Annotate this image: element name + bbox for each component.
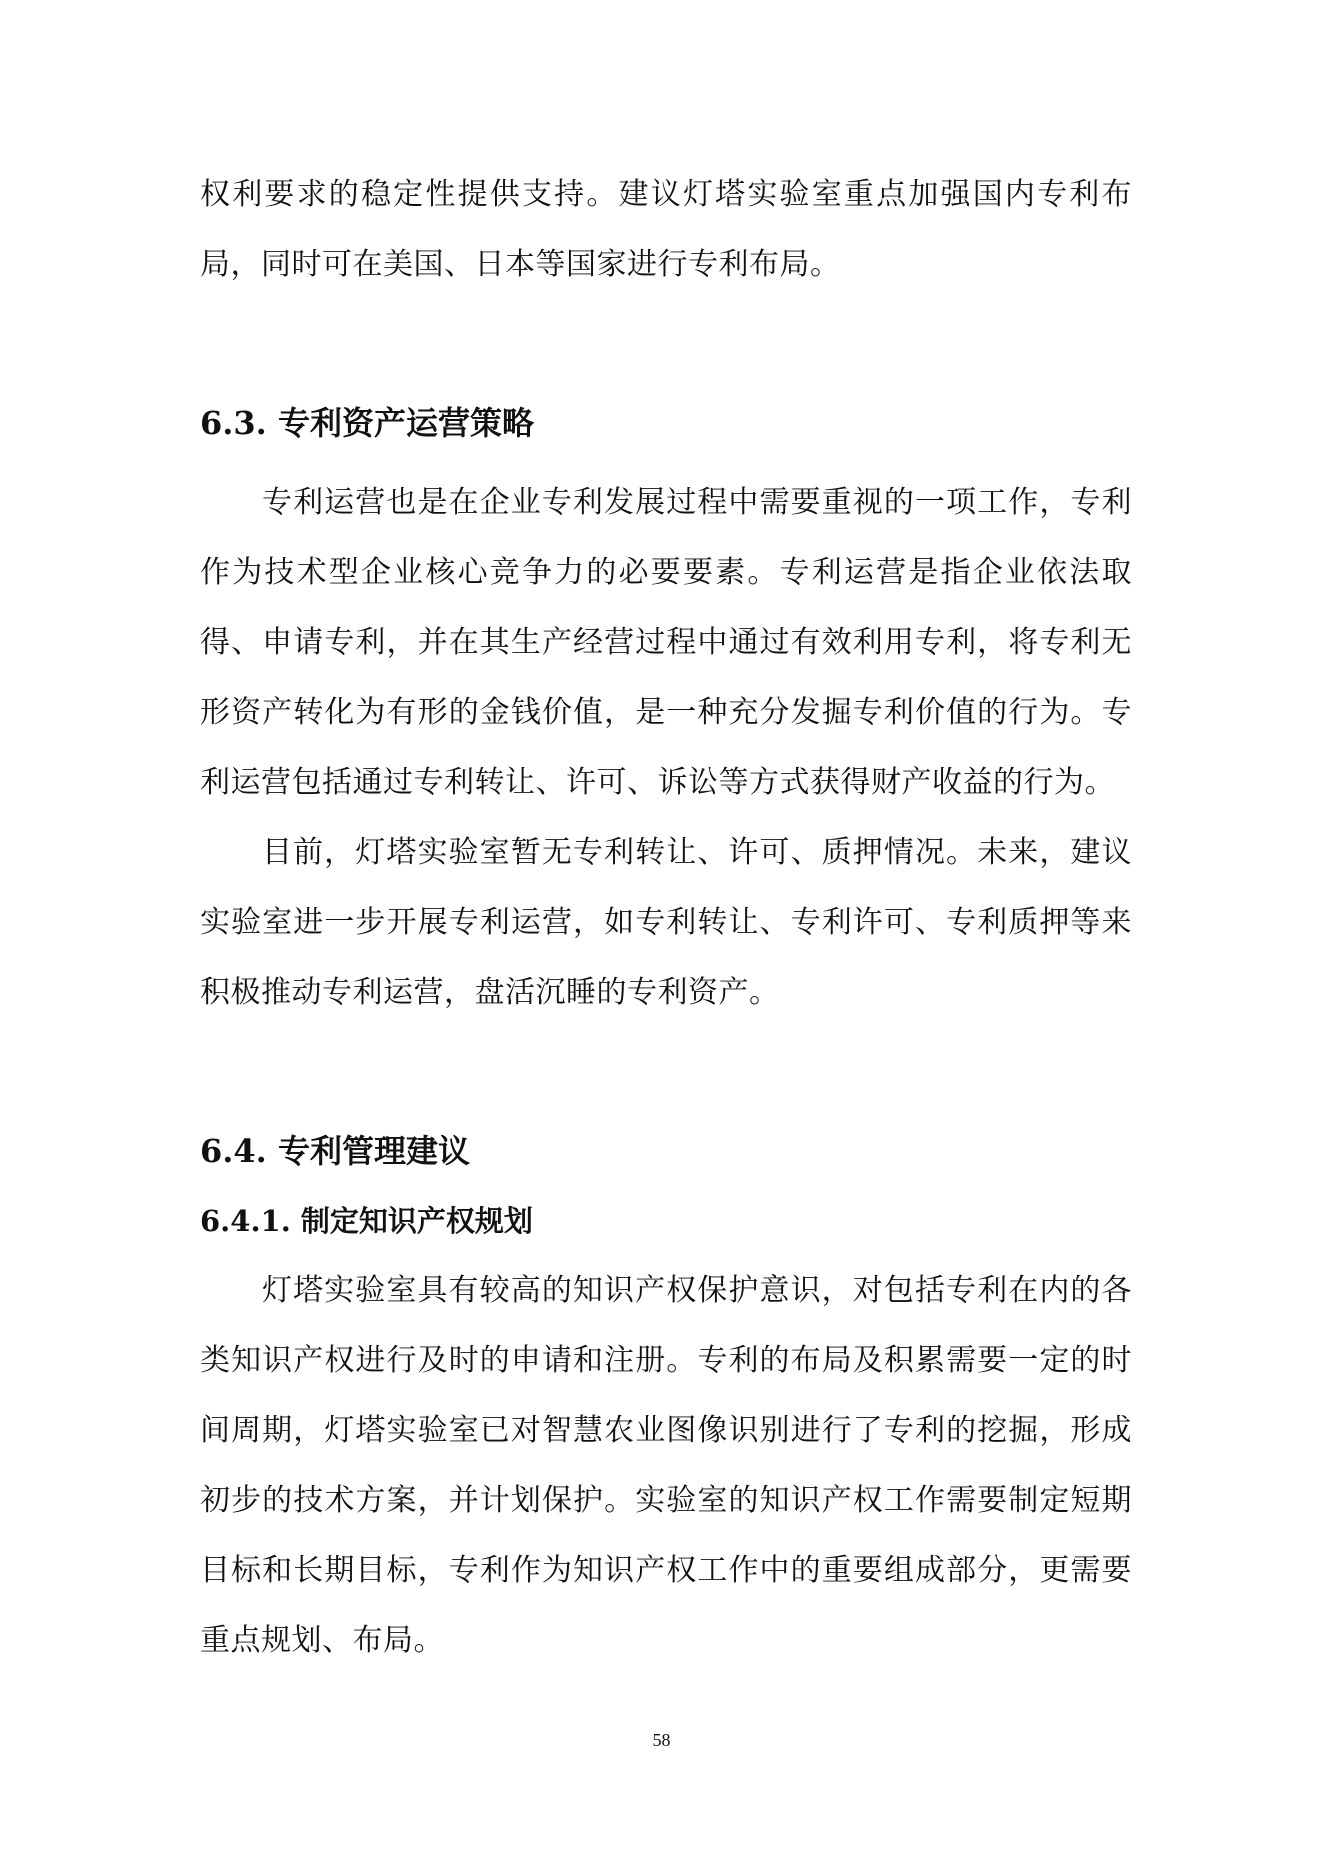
- section-6-4-1-heading: 6.4.1. 制定知识产权规划: [200, 1204, 533, 1238]
- page-content: [200, 160, 1132, 1676]
- section-6-4-heading: 6.4. 专利管理建议: [200, 1132, 470, 1170]
- page-number: 58: [652, 1730, 671, 1750]
- section-6-3-heading: 6.3. 专利资产运营策略: [200, 404, 534, 442]
- section-6-3-paragraph-1: 专利运营也是在企业专利发展过程中需要重视的一项工作，专利作为技术型企业核心竞争力的必要要素。专利运营是指企业依法取得、申请专利，并在其生产经营过程中通过有效利用专利，将专利无形资产转化为有形的金钱价值，是一种充分发掘专利价值的行为。专利运营包括通过专利转让、许可、诉讼等方式获得财产收益的行为。: [200, 485, 1132, 800]
- continuation-paragraph: 权利要求的稳定性提供支持。建议灯塔实验室重点加强国内专利布局，同时可在美国、日本等国家进行专利布局。: [200, 177, 1132, 282]
- section-6-4-1-paragraph-1: 灯塔实验室具有较高的知识产权保护意识，对包括专利在内的各类知识产权进行及时的申请和注册。专利的布局及积累需要一定的时间周期，灯塔实验室已对智慧农业图像识别进行了专利的挖掘，形成初步的技术方案，并计划保护。实验室的知识产权工作需要制定短期目标和长期目标，专利作为知识产权工作中的重要组成部分，更需要重点规划、布局。: [200, 1273, 1132, 1658]
- section-6-3-paragraph-2: 目前，灯塔实验室暂无专利转让、许可、质押情况。未来，建议实验室进一步开展专利运营，如专利转让、专利许可、专利质押等来积极推动专利运营，盘活沉睡的专利资产。: [200, 835, 1132, 1010]
